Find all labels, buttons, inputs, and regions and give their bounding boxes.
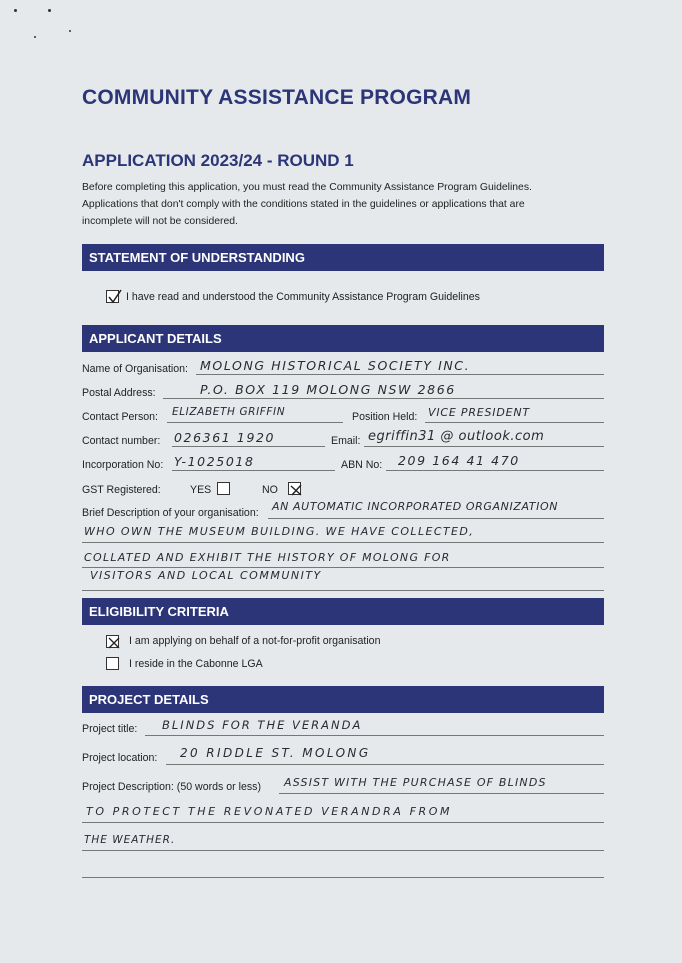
abn-field[interactable] [386,470,604,471]
scan-speck [69,30,71,32]
intro-text [82,180,582,230]
section-header-statement: STATEMENT OF UNDERSTANDING [82,244,604,271]
cabonne-lga-label: I reside in the Cabonne LGA [129,658,263,670]
check-mark-icon [106,288,123,305]
incorporation-no-field[interactable] [172,470,335,471]
intro-line: Before completing this application, you must read the Community Assistance Program Guidelines. [82,182,532,193]
project-description-line-2[interactable] [82,822,604,823]
section-header-applicant: APPLICANT DETAILS [82,325,604,352]
org-name-value: MOLONG HISTORICAL SOCIETY INC. [200,358,471,373]
project-description-line-1[interactable] [279,793,604,794]
scan-speck [14,9,17,12]
email-value: egriffin31 @ outlook.com [368,429,545,444]
gst-registered-label: GST Registered: [82,484,161,496]
project-description-label: Project Description: (50 words or less) [82,781,261,793]
intro-line: Applications that don't comply with the conditions stated in the guidelines or applications that are [82,198,525,210]
gst-yes-checkbox[interactable] [217,482,230,495]
position-held-label: Position Held: [352,411,418,423]
section-header-project: PROJECT DETAILS [82,686,604,713]
project-location-field[interactable] [166,764,604,765]
project-title-value: BLINDS FOR THE VERANDA [162,718,363,732]
org-name-label: Name of Organisation: [82,363,188,375]
org-description-line-1[interactable] [268,518,604,519]
section-header-eligibility: ELIGIBILITY CRITERIA [82,598,604,625]
project-description-text: THE WEATHER. [84,834,176,846]
org-description-line-2[interactable] [82,542,604,543]
incorporation-no-value: Y-1025018 [174,454,255,469]
project-description-line-4[interactable] [82,877,604,878]
document-subtitle: APPLICATION 2023/24 - ROUND 1 [82,151,354,170]
project-description-text: TO PROTECT THE REVONATED VERANDRA FROM [86,805,453,818]
scan-speck [34,36,36,38]
org-description-line-4[interactable] [82,590,604,591]
scan-speck [48,9,51,12]
contact-person-label: Contact Person: [82,411,158,423]
contact-number-label: Contact number: [82,435,161,447]
contact-person-field[interactable] [167,422,343,423]
org-description-text: COLLATED AND EXHIBIT THE HISTORY OF MOLONG FOR [84,551,451,564]
cross-mark-icon [289,483,304,498]
project-location-label: Project location: [82,752,158,764]
org-description-text: VISITORS AND LOCAL COMMUNITY [90,569,322,582]
intro-line: incomplete will not be considered. [82,215,238,227]
project-title-label: Project title: [82,723,138,735]
guidelines-checkbox-label: I have read and understood the Community Assistance Program Guidelines [126,291,480,303]
abn-label: ABN No: [341,459,383,471]
contact-person-value: ELIZABETH GRIFFIN [172,406,286,418]
contact-number-field[interactable] [172,446,325,447]
incorporation-no-label: Incorporation No: [82,459,164,471]
email-field[interactable] [364,446,604,447]
org-description-line-3[interactable] [82,567,604,568]
cabonne-lga-checkbox[interactable] [106,657,119,670]
project-description-text: ASSIST WITH THE PURCHASE OF BLINDS [284,776,547,789]
postal-address-value: P.O. BOX 119 MOLONG NSW 2866 [200,382,456,397]
project-location-value: 20 RIDDLE ST. MOLONG [180,746,371,760]
contact-number-value: 026361 1920 [174,430,276,445]
gst-yes-label: YES [190,484,212,496]
org-description-text: WHO OWN THE MUSEUM BUILDING. WE HAVE COLLECTED, [84,525,475,538]
abn-value: 209 164 41 470 [398,453,520,468]
document-title: COMMUNITY ASSISTANCE PROGRAM [82,86,472,109]
cross-mark-icon [107,636,122,651]
project-description-line-3[interactable] [82,850,604,851]
gst-no-label: NO [262,484,278,496]
not-for-profit-label: I am applying on behalf of a not-for-profit organisation [129,635,381,647]
gst-no-checkbox[interactable] [288,482,301,495]
position-held-value: VICE PRESIDENT [428,406,530,419]
org-name-field[interactable] [196,374,604,375]
position-held-field[interactable] [425,422,604,423]
postal-address-field[interactable] [163,398,604,399]
postal-address-label: Postal Address: [82,387,156,399]
project-title-field[interactable] [145,735,604,736]
org-description-text: AN AUTOMATIC INCORPORATED ORGANIZATION [272,500,559,513]
not-for-profit-checkbox[interactable] [106,635,119,648]
email-label: Email: [331,435,361,447]
org-description-label: Brief Description of your organisation: [82,507,259,519]
guidelines-checkbox[interactable] [106,290,119,303]
